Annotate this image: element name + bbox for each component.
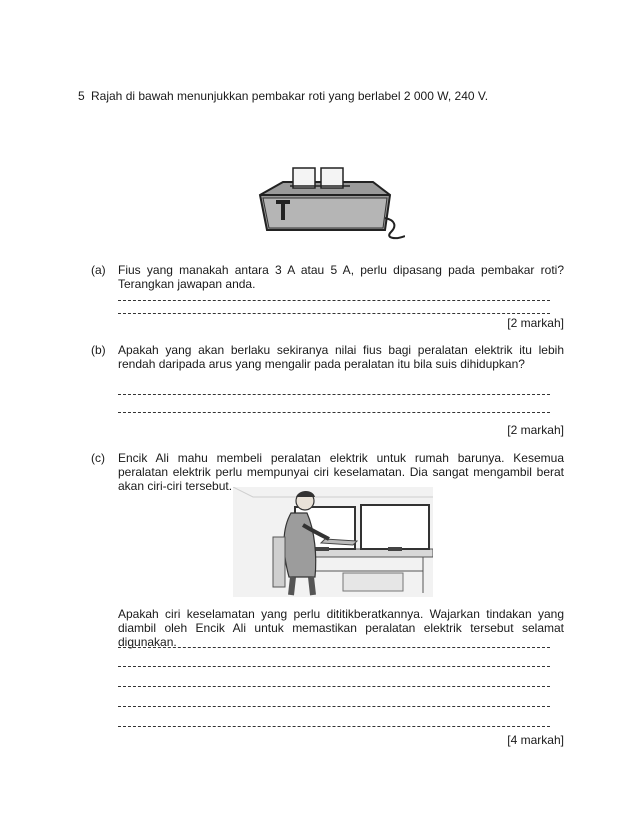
part-a-label: (a) <box>91 263 106 277</box>
answer-line[interactable] <box>118 394 550 395</box>
answer-line[interactable] <box>118 412 550 413</box>
question-stem: Rajah di bawah menunjukkan pembakar roti yang berlabel 2 000 W, 240 V. <box>91 89 489 103</box>
answer-line[interactable] <box>118 666 550 667</box>
marks-label: [4 markah] <box>507 733 564 747</box>
answer-line[interactable] <box>118 726 550 727</box>
man-at-computer-illustration <box>233 487 433 597</box>
part-c-followup: Apakah ciri keselamatan yang perlu dititikberatkannya. Wajarkan tindakan yang diambil oleh Encik Ali untuk memastikan peralatan elektrik tersebut selamat digunakan. <box>118 607 564 649</box>
answer-line[interactable] <box>118 300 550 301</box>
marks-label: [2 markah] <box>507 423 564 437</box>
part-b-text: Apakah yang akan berlaku sekiranya nilai fius bagi peralatan elektrik itu lebih rendah daripada arus yang mengalir pada peralatan itu bila suis dihidupkan? <box>118 343 564 371</box>
question-number: 5 <box>78 89 85 103</box>
marks-label: [2 markah] <box>507 316 564 330</box>
part-c-text: Encik Ali mahu membeli peralatan elektrik untuk rumah barunya. Kesemua peralatan elektrik perlu mempunyai ciri keselamatan. Dia sangat mengambil berat akan ciri-ciri tersebut. <box>118 451 564 493</box>
part-a-text: Fius yang manakah antara 3 A atau 5 A, perlu dipasang pada pembakar roti? Terangkan jawapan anda. <box>118 263 564 291</box>
part-b-label: (b) <box>91 343 106 357</box>
answer-line[interactable] <box>118 647 550 648</box>
part-c-label: (c) <box>91 451 105 465</box>
answer-line[interactable] <box>118 686 550 687</box>
answer-line[interactable] <box>118 313 550 314</box>
toaster-illustration <box>255 160 405 245</box>
answer-line[interactable] <box>118 706 550 707</box>
